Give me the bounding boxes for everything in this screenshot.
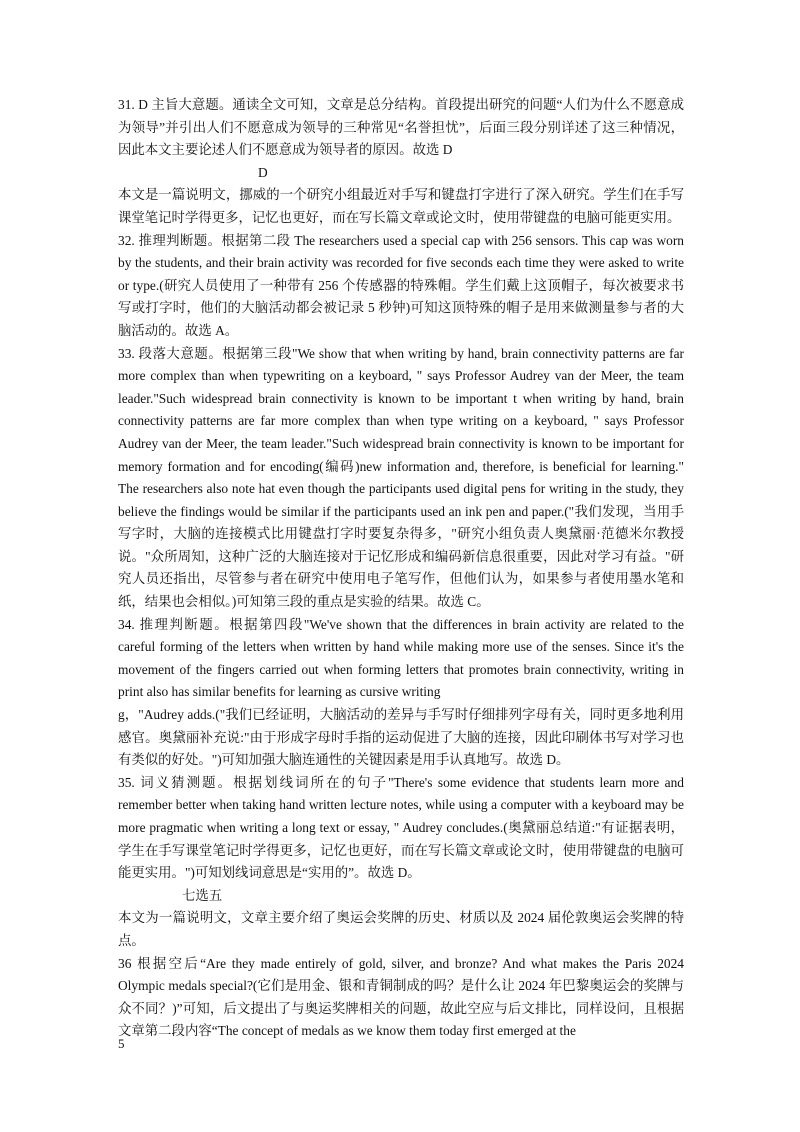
answer-36-explanation: 36 根据空后“Are they made entirely of gold, silver, and bronze? And what makes the Paris 2024 Olympic medals special?(它们是用金、银和青铜制成的吗？是什么让 2024 年巴黎奥运会的奖牌与众不同？)”可知，后文提出了与奥运奖牌相关的问题，故此空应与后文排比，同样设问，且根据文章第二段内容“The concept of medals as we know them today first emerged at the xyxy=(118,955,684,1039)
section-heading-seven-choose-five: 七选五 xyxy=(182,887,223,903)
answer-35-explanation: 35. 词义猜测题。根据划线词所在的句子"There's some evidence that students learn more and remember better when taking hand written lecture notes, while using a computer with a keyboard may be more pragmatic when writing a long text or essay, " Audrey concludes.(奥黛丽总结道:"有证据表明，学生在手写课堂笔记时学得更多，记忆也更好，而在写长篇文章或论文时，使用带键盘的电脑可能更实用。")可知划线词意思是“实用的”。故选 D。 xyxy=(118,774,684,881)
passage-d-summary: 本文是一篇说明文，挪威的一个研究小组最近对手写和键盘打字进行了深入研究。学生们在手写课堂笔记时学得更多，记忆也更好，而在写长篇文章或论文时，使用带键盘的电脑可能更实用。 xyxy=(118,187,684,225)
answer-34-explanation: 34. 推理判断题。根据第四段"We've shown that the differences in brain activity are related to the careful forming of the letters when written by hand while making more use of the senses. Since it's the movement of the fingers carried out when forming letters that promotes brain connectivity, writing in print also has similar benefits for learning as cursive writing xyxy=(118,616,684,700)
answer-32-explanation: 32. 推理判断题。根据第二段 The researchers used a special cap with 256 sensors. This cap was worn by the students, and their brain activity was recorded for five seconds each time they were asked to write or type.(研究人员使用了一种带有 256 个传感器的特殊帽。学生们戴上这顶帽子，每次被要求书写或打字时，他们的大脑活动都会被记录 5 秒钟)可知这顶特殊的帽子是用来做测量参与者的大脑活动的。故选 A。 xyxy=(118,232,684,338)
passage-d-heading: D xyxy=(258,164,268,180)
answer-34-explanation-continued: g，"Audrey adds.("我们已经证明，大脑活动的差异与手写时仔细排列字母有关，同时更多地利用感官。奥黛丽补充说:"由于形成字母时手指的运动促进了大脑的连接，因此印刷体书写对学习也有类似的好处。")可知加强大脑连通性的关键因素是用手认真地写。故选 D。 xyxy=(118,707,684,768)
page-content xyxy=(118,94,684,1043)
seven-choose-five-summary: 本文为一篇说明文，文章主要介绍了奥运会奖牌的历史、材质以及 2024 届伦敦奥运会奖牌的特点。 xyxy=(118,910,684,948)
page-number: 5 xyxy=(118,1036,125,1051)
answer-31-explanation: 31. D 主旨大意题。通读全文可知，文章是总分结构。首段提出研究的问题“人们为什么不愿意成为领导”并引出人们不愿意成为领导的三种常见“名誉担忧”，后面三段分别详述了这三种情况，因此本文主要论述人们不愿意成为领导者的原因。故选 D xyxy=(118,97,684,158)
answer-33-explanation: 33. 段落大意题。根据第三段"We show that when writing by hand, brain connectivity patterns are far more complex than when typewriting on a keyboard, " says Professor Audrey van der Meer, the team leader."Such widespread brain connectivity is known to be important t when writing by hand, brain connectivity patterns are far more complex than when type writing on a keyboard, " says Professor Audrey van der Meer, the team leader."Such widespread brain connectivity is known to be important for memory formation and for encoding(编码)new information and, therefore, is beneficial for learning." The researchers also note hat even though the participants used digital pens for writing in the study, they believe the findings would be similar if the participants used an ink pen and paper.("我们发现，当用手写字时，大脑的连接模式比用键盘打字时要复杂得多，"研究小组负责人奥黛丽·范德米尔教授说。"众所周知，这种广泛的大脑连接对于记忆形成和编码新信息很重要，因此对学习有益。"研究人员还指出，尽管参与者在研究中使用电子笔写作，但他们认为，如果参与者使用墨水笔和纸，结果也会相似。)可知第三段的重点是实验的结果。故选 C。 xyxy=(118,345,684,610)
